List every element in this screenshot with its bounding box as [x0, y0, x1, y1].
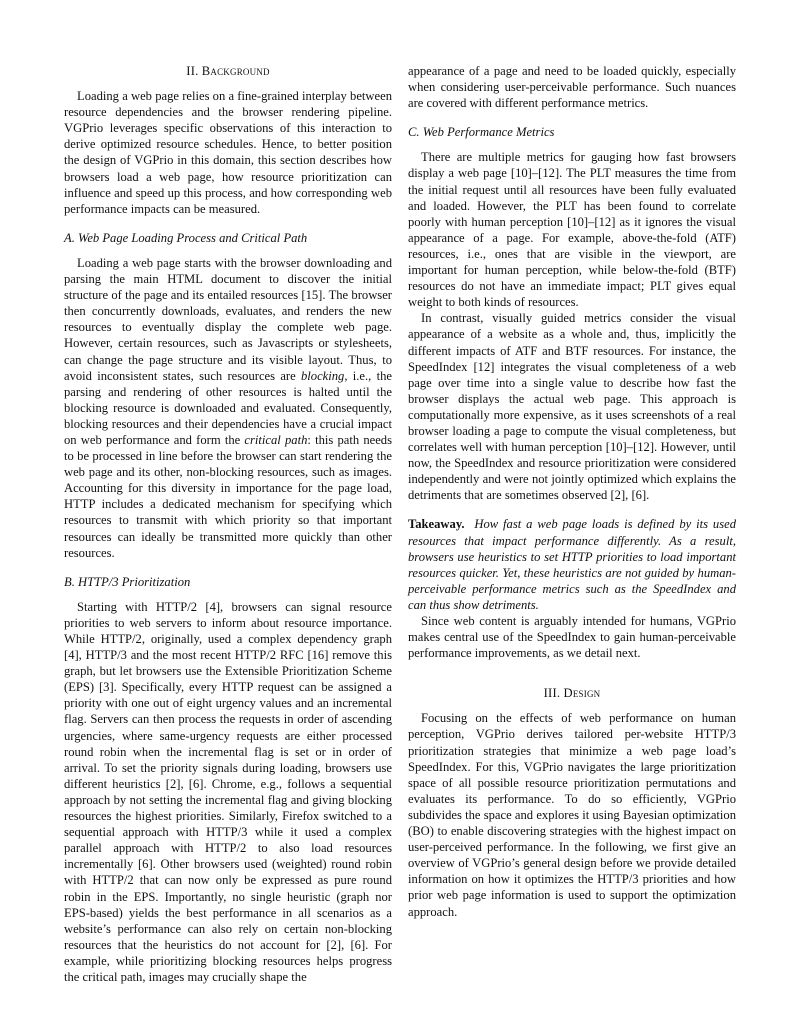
section-heading-background: [64, 63, 392, 79]
takeaway-label: Takeaway.: [408, 517, 465, 532]
subsection-heading-performance-metrics: C. Web Performance Metrics: [408, 125, 555, 140]
section-heading-design: [408, 685, 736, 701]
continued-paragraph: appearance of a page and need to be loaded quickly, especially when considering user-perceivable performance. Such nuances are covered with different performance metrics.: [408, 64, 736, 111]
design-paragraph: Focusing on the effects of web performance on human perception, VGPrio derives tailored per-website HTTP/3 prioritization strategies that minimize a web page load’s SpeedIndex. For this, VGPrio navigates the large prioritization space of all possible resource prioritization permutations and evaluates its performance. To do so efficiently, VGPrio subdivides the space and explores it using Bayesian optimization (BO) to enable discovering strategies with the highest impact on user-perceived performance. In the following, we first give an overview of VGPrio’s general design before we provide detailed information on how it optimizes the HTTP/3 priorities and how prior web page information is used to support the optimization approach.: [408, 711, 736, 919]
takeaway-text: How fast a web page loads is defined by its used resources that impact performance differently. As a result, browsers use heuristics to set HTTP priorities to load important resources quicker. Yet, these heuristics are not guided by human-perceivable performance metrics such as the SpeedIndex and can thus show detriments.: [408, 517, 736, 612]
metrics-paragraph-1: There are multiple metrics for gauging how fast browsers display a web page [10]–[12]. The PLT measures the time from the initial request until all resources have been fully evaluated and loaded. However, the PLT has been found to correlate poorly with human perception [10]–[12] as it ignores the visual appearance of a page. For example, above-the-fold (ATF) resources, i.e., ones that are visible in the viewport, are important for human perception, while below-the-fold (BTF) resources do not have an immediate impact; PLT gives equal weight to both kinds of resources.: [408, 150, 736, 310]
subsection-heading-loading-process: A. Web Page Loading Process and Critical Path: [64, 230, 308, 245]
text-run: Loading a web page starts with the browser downloading and parsing the main HTML document to discover the initial structure of the page and its entailed resources [15]. The browser then concurrently downloads, evaluates, and renders the new resources to eventually display the complete web page. However, certain resources, such as Javascripts or stylesheets, can change the page structure and its visible layout. Thus, to avoid inconsistent states, such resources are: [64, 255, 392, 383]
after-takeaway-paragraph: Since web content is arguably intended for humans, VGPrio makes central use of the SpeedIndex to gain human-perceivable performance improvements, as we detail next.: [408, 614, 736, 661]
left-column: [64, 63, 392, 985]
term-blocking: blocking: [300, 368, 345, 383]
background-intro-paragraph: Loading a web page relies on a fine-grained interplay between resource dependencies and the browser rendering pipeline. VGPrio leverages specific observations of this interaction to derive optimized resource schedules. Hence, to better position the design of VGPrio in this domain, this section describes how browsers load a web page, how resource prioritization can influence and speed up this process, and how corresponding web performance impacts can be measured.: [64, 89, 392, 216]
text-run: , i.e., the parsing and rendering of other resources is halted until the blocking resource is downloaded and evaluated. Consequently, blocking resources and their dependencies have a crucial impact on web performance and form the: [64, 368, 392, 447]
section-name: Design: [563, 686, 601, 701]
takeaway-box: [408, 516, 736, 613]
http3-prioritization-paragraph: Starting with HTTP/2 [4], browsers can signal resource priorities to web servers to inform about resource importance. While HTTP/2, originally, used a complex dependency graph [4], HTTP/3 and the most recent HTTP/2 RFC [16] remove this graph, but let browsers use the Extensible Prioritization Scheme (EPS) [3]. Specifically, every HTTP request can be assigned a priority with one out of eight urgency values and an incremental flag. Servers can then process the requests in order of ascending urgencies, where same-urgency requests are either processed round robin when the incremental flag is set or in order of arrival. To set the priority signals during loading, browsers use different heuristics [2], [6]. Chrome, e.g., follows a sequential approach by not setting the incremental flag and giving blocking resources the highest priorities. Similarly, Firefox switched to a sequential approach with HTTP/3 while it used a complex parallel approach with HTTP/2 to also load resources incrementally [6]. Other browsers used (weighted) round robin with HTTP/2 that can now only be expressed as pure round robin in the EPS. Importantly, no single heuristic (graph nor EPS-based) yields the best performance in all scenarios as a website’s performance can also rely on certain non-blocking resources that the heuristics do not account for [2], [6]. For example, while prioritizing blocking resources helps progress the critical path, images may crucially shape the: [64, 599, 392, 984]
section-number: III.: [543, 686, 561, 701]
metrics-paragraph-2: In contrast, visually guided metrics consider the visual appearance of a website as a whole and, thus, implicitly the different impacts of ATF and BTF resources. For instance, the SpeedIndex [12] integrates the visual completeness of a web page over time into a single value to describe how fast the browser displays the actual web page. This approach is computationally more expensive, as it uses screenshots of a real browser loading a page to compute the visual completeness, but correlates well with human perception [10]–[12]. However, until now, the SpeedIndex and resource prioritization were considered independently and were not jointly optimized which explains the detriments that are sometimes observed [2], [6].: [408, 311, 736, 503]
loading-process-paragraph: [64, 255, 392, 561]
term-critical-path: critical path: [244, 432, 308, 447]
subsection-heading-http3-prioritization: B. HTTP/3 Prioritization: [64, 574, 191, 589]
section-number: II.: [186, 64, 199, 78]
text-run: : this path needs to be processed in line before the browser can start rendering the web page and its other, non-blocking resources, such as images. Accounting for this diversity in importance for the page load, HTTP includes a dedicated mechanism for specifying which resources to transmit with which priority so that important resources can ideally be transmitted more quickly than other resources.: [64, 432, 392, 560]
right-column: [408, 63, 736, 920]
section-name: Background: [201, 64, 270, 78]
